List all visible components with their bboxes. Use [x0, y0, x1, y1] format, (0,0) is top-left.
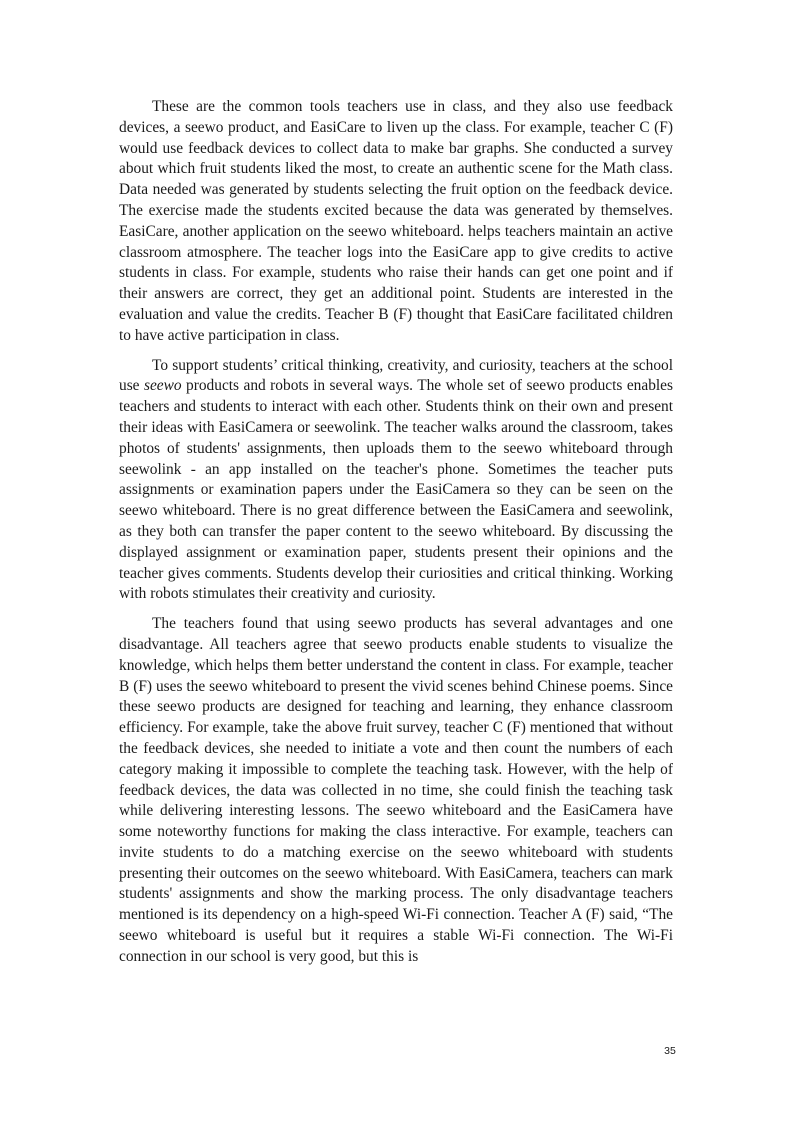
body-text [119, 97, 673, 968]
text-run: The teachers found that using seewo products has several advantages and one disadvantage. All teachers agree that seewo products enable students to visualize the knowledge, which helps them better understand the content in class. For example, teacher B (F) uses the seewo whiteboard to present the vivid scenes behind Chinese poems. Since these seewo products are designed for teaching and learning, they enhance classroom efficiency. For example, take the above fruit survey, teacher C (F) mentioned that without the feedback devices, she needed to initiate a vote and then count the numbers of each category making it impossible to complete the teaching task. However, with the help of feedback devices, the data was collected in no time, she could finish the teaching task while delivering interesting lessons. The seewo whiteboard and the EasiCamera have some noteworthy functions for making the class interactive. For example, teachers can invite students to do a matching exercise on the seewo whiteboard with students presenting their outcomes on the seewo whiteboard. With EasiCamera, teachers can mark students' assignments and show the marking process. The only disadvantage teachers mentioned is its dependency on a high-speed Wi-Fi connection. Teacher A (F) said, “The seewo whiteboard is useful but it requires a stable Wi-Fi connection. The Wi-Fi connection in our school is very good, but this is [119, 615, 673, 965]
paragraph-2 [119, 356, 673, 606]
italic-text-run: seewo [143, 377, 182, 395]
paragraph-3 [119, 614, 673, 968]
paragraph-1 [119, 97, 673, 347]
text-run: products and robots in several ways. The whole set of seewo products enables teachers and students to interact with each other. Students think on their own and present their ideas with EasiCamera or seewolink. The teacher walks around the classroom, takes photos of students' assignments, then uploads them to the seewo whiteboard through seewolink - an app installed on the teacher's phone. Sometimes the teacher puts assignments or examination papers under the EasiCamera so they can be seen on the seewo whiteboard. There is no great difference between the EasiCamera and seewolink, as they both can transfer the paper content to the seewo whiteboard. By discussing the displayed assignment or examination paper, students present their opinions and the teacher gives comments. Students develop their curiosities and critical thinking. Working with robots stimulates their creativity and curiosity. [119, 377, 673, 603]
text-run: These are the common tools teachers use in class, and they also use feedback devices, a seewo product, and EasiCare to liven up the class. For example, teacher C (F) would use feedback devices to collect data to make bar graphs. She conducted a survey about which fruit students liked the most, to create an authentic scene for the Math class. Data needed was generated by students selecting the fruit option on the feedback device. The exercise made the students excited because the data was generated by themselves. EasiCare, another application on the seewo whiteboard. helps teachers maintain an active classroom atmosphere. The teacher logs into the EasiCare app to give credits to active students in class. For example, students who raise their hands can get one point and if their answers are correct, they get an additional point. Students are interested in the evaluation and value the credits. Teacher B (F) thought that EasiCare facilitated children to have active participation in class. [119, 98, 673, 344]
text-run: To support students’ critical thinking, creativity, and curiosity, teachers at the school use [119, 356, 673, 395]
page-number: 35 [664, 1045, 676, 1057]
